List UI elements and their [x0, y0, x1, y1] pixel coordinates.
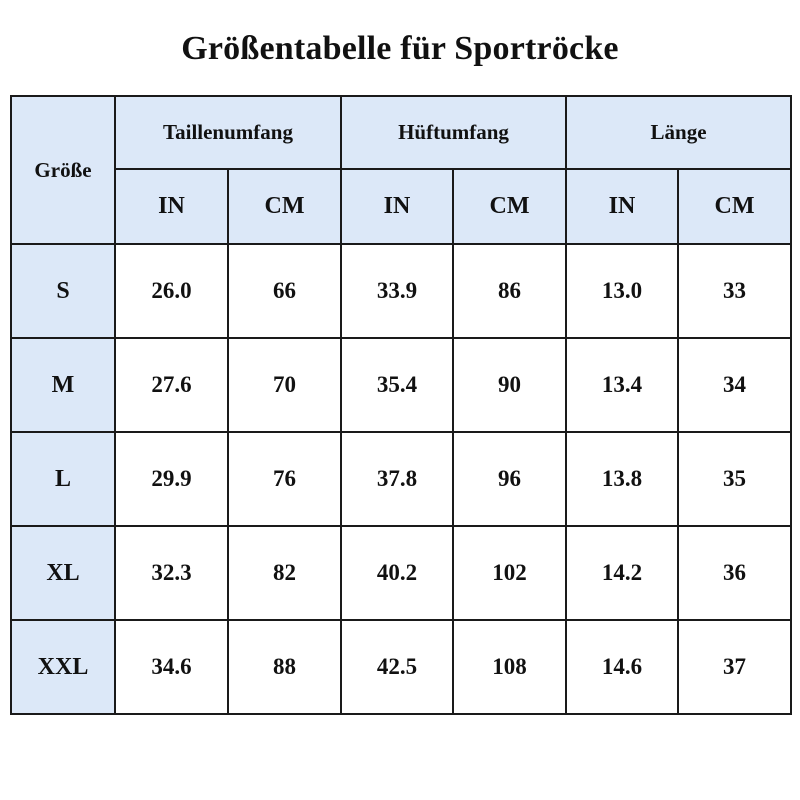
table-cell: 13.0	[566, 244, 678, 338]
table-cell: 14.6	[566, 620, 678, 714]
table-row	[11, 432, 791, 526]
table-cell: 33.9	[341, 244, 453, 338]
table-cell: 82	[228, 526, 341, 620]
table-cell: 37.8	[341, 432, 453, 526]
table-cell: 76	[228, 432, 341, 526]
table-cell: 26.0	[115, 244, 228, 338]
table-cell: 86	[453, 244, 566, 338]
size-label: XXL	[11, 620, 115, 714]
table-cell: 13.4	[566, 338, 678, 432]
unit-header: IN	[341, 169, 453, 244]
table-cell: 90	[453, 338, 566, 432]
table-cell: 70	[228, 338, 341, 432]
table-cell: 108	[453, 620, 566, 714]
table-cell: 34	[678, 338, 791, 432]
table-row	[11, 620, 791, 714]
table-cell: 88	[228, 620, 341, 714]
table-row	[11, 526, 791, 620]
group-header-hip: Hüftumfang	[341, 96, 566, 169]
unit-header: CM	[228, 169, 341, 244]
table-cell: 96	[453, 432, 566, 526]
table-cell: 33	[678, 244, 791, 338]
size-chart-table	[10, 95, 792, 715]
header-row-groups	[11, 96, 791, 169]
table-cell: 13.8	[566, 432, 678, 526]
table-cell: 35	[678, 432, 791, 526]
unit-header: IN	[566, 169, 678, 244]
table-cell: 14.2	[566, 526, 678, 620]
unit-header: CM	[678, 169, 791, 244]
table-cell: 34.6	[115, 620, 228, 714]
table-cell: 42.5	[341, 620, 453, 714]
table-cell: 29.9	[115, 432, 228, 526]
header-row-units	[11, 169, 791, 244]
table-cell: 36	[678, 526, 791, 620]
table-cell: 32.3	[115, 526, 228, 620]
table-cell: 37	[678, 620, 791, 714]
size-label: M	[11, 338, 115, 432]
page-title: Größentabelle für Sportröcke	[181, 30, 619, 67]
table-cell: 27.6	[115, 338, 228, 432]
table-row	[11, 338, 791, 432]
unit-header: IN	[115, 169, 228, 244]
table-cell: 66	[228, 244, 341, 338]
size-column-header: Größe	[11, 96, 115, 244]
table-cell: 35.4	[341, 338, 453, 432]
size-label: L	[11, 432, 115, 526]
group-header-waist: Taillenumfang	[115, 96, 341, 169]
table-row	[11, 244, 791, 338]
table-cell: 102	[453, 526, 566, 620]
size-label: XL	[11, 526, 115, 620]
unit-header: CM	[453, 169, 566, 244]
size-label: S	[11, 244, 115, 338]
group-header-length: Länge	[566, 96, 791, 169]
table-cell: 40.2	[341, 526, 453, 620]
